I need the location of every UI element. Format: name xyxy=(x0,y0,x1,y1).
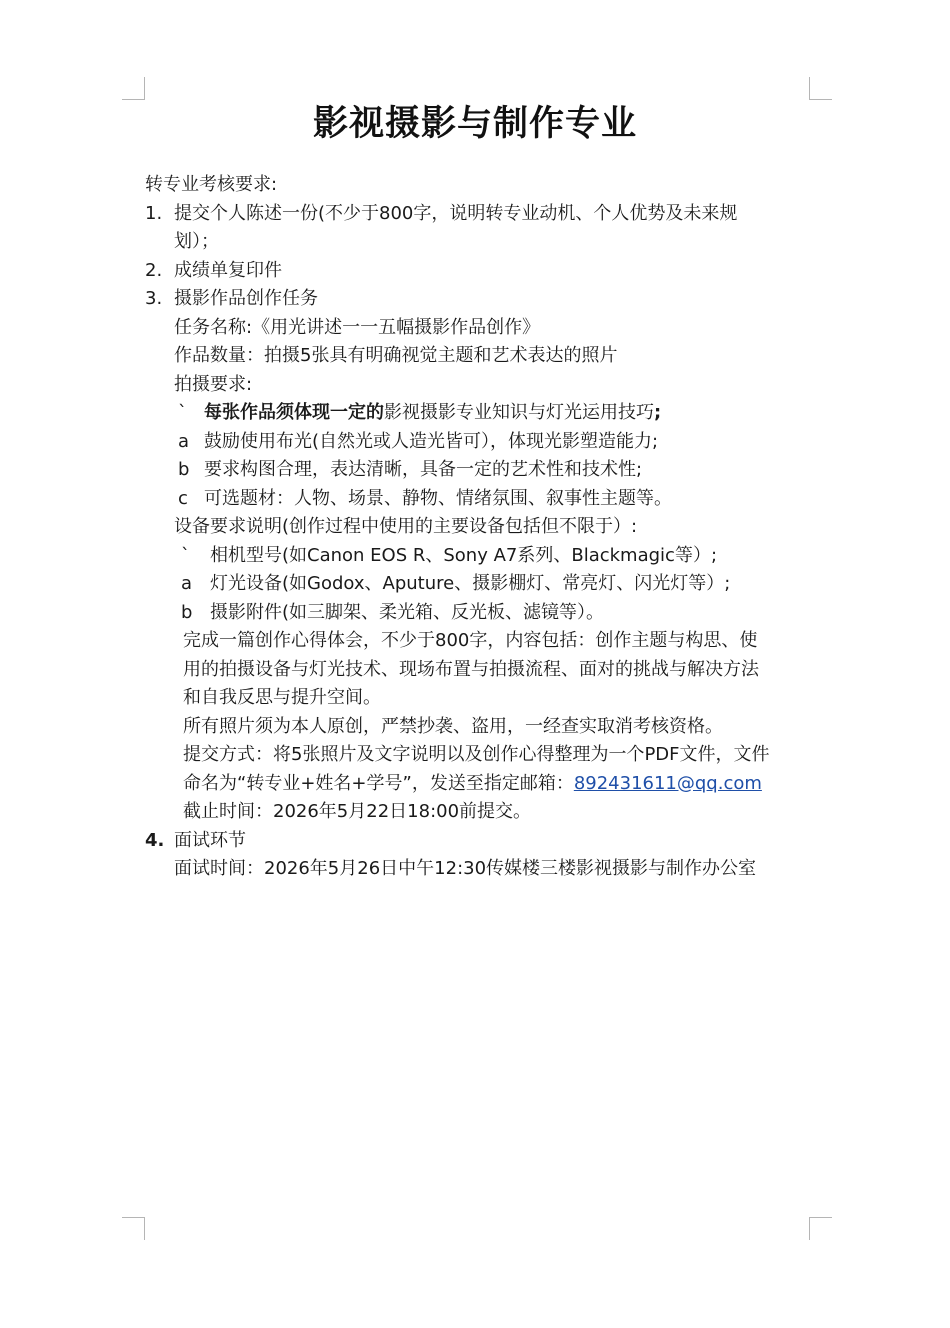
list-marker: b xyxy=(181,601,193,623)
crop-mark-bottom-left xyxy=(122,1217,145,1240)
equipment-text: 灯光设备(如Godox、Aputure、摄影棚灯、常亮灯、闪光灯等）; xyxy=(210,573,731,594)
originality-note: 所有照片须为本人原创，严禁抄袭、盗用，一经查实取消考核资格。 xyxy=(183,715,723,737)
item-1 xyxy=(145,200,825,229)
requirement-text: 影视摄影专业知识与灯光运用技巧 xyxy=(384,402,654,423)
crop-mark-bottom-right xyxy=(809,1217,832,1240)
requirement-item xyxy=(145,456,825,485)
item-text: 面试环节 xyxy=(174,829,246,851)
equipment-label: 设备要求说明(创作过程中使用的主要设备包括但不限于）: xyxy=(174,516,638,537)
item-number: 1. xyxy=(145,202,163,224)
item-4 xyxy=(145,827,825,856)
list-marker: ` xyxy=(181,544,190,566)
interview-time: 面试时间：2026年5月26日中午12:30传媒楼三楼影视摄影与制作办公室 xyxy=(174,858,757,879)
list-marker: a xyxy=(178,430,190,452)
reflection-line: 完成一篇创作心得体会，不少于800字，内容包括：创作主题与构思、使 xyxy=(183,630,758,651)
equipment-text: 摄影附件(如三脚架、柔光箱、反光板、滤镜等）。 xyxy=(210,601,605,623)
submission-text: 命名为“转专业+姓名+学号”，发送至指定邮箱： xyxy=(183,772,574,794)
task-name: 任务名称:《用光讲述一一五幅摄影作品创作》 xyxy=(174,316,541,338)
item-text: 摄影作品创作任务 xyxy=(174,288,318,309)
intro-line: 转专业考核要求: xyxy=(145,174,278,195)
item-text: 划）； xyxy=(174,231,219,252)
deadline-line: 截止时间：2026年5月22日18:00前提交。 xyxy=(183,801,532,822)
requirement-text: 要求构图合理，表达清晰，具备一定的艺术性和技术性; xyxy=(204,459,643,480)
list-marker: b xyxy=(178,459,190,480)
requirement-item xyxy=(145,399,825,428)
reflection-line: 和自我反思与提升空间。 xyxy=(183,687,381,708)
requirement-item xyxy=(145,485,825,514)
list-marker: ` xyxy=(178,402,187,423)
item-text: 提交个人陈述一份(不少于800字，说明转专业动机、个人优势及未来规 xyxy=(174,202,738,224)
submission-line-2 xyxy=(145,770,825,799)
list-marker: a xyxy=(181,573,193,594)
item-3 xyxy=(145,285,825,314)
equipment-item xyxy=(145,542,825,571)
requirement-item xyxy=(145,428,825,457)
item-2 xyxy=(145,257,825,286)
document-body xyxy=(145,171,825,884)
equipment-item xyxy=(145,570,825,599)
item-number: 3. xyxy=(145,288,163,309)
submission-line: 提交方式：将5张照片及文字说明以及创作心得整理为一个PDF文件，文件 xyxy=(183,744,770,765)
requirements-label: 拍摄要求: xyxy=(174,373,253,395)
item-1-continued xyxy=(145,228,825,257)
equipment-item xyxy=(145,599,825,628)
page-title: 影视摄影与制作专业 xyxy=(312,104,637,144)
email-link[interactable]: 892431611@qq.com xyxy=(573,772,762,794)
requirement-bold-text: 每张作品须体现一定的 xyxy=(204,402,384,423)
requirement-text: 鼓励使用布光(自然光或人造光皆可），体现光影塑造能力; xyxy=(204,430,659,452)
item-number: 2. xyxy=(145,259,163,281)
equipment-text: 相机型号(如Canon EOS R、Sony A7系列、Blackmagic等）; xyxy=(210,544,718,566)
task-count: 作品数量：拍摄5张具有明确视觉主题和艺术表达的照片 xyxy=(174,345,618,366)
item-number: 4. xyxy=(145,829,165,851)
requirement-text: 可选题材：人物、场景、静物、情绪氛围、叙事性主题等。 xyxy=(204,487,672,509)
reflection-line: 用的拍摄设备与灯光技术、现场布置与拍摄流程、面对的挑战与解决方法 xyxy=(183,658,759,680)
requirement-tail: ; xyxy=(654,402,662,423)
list-marker: c xyxy=(178,487,188,509)
item-text: 成绩单复印件 xyxy=(174,259,282,281)
